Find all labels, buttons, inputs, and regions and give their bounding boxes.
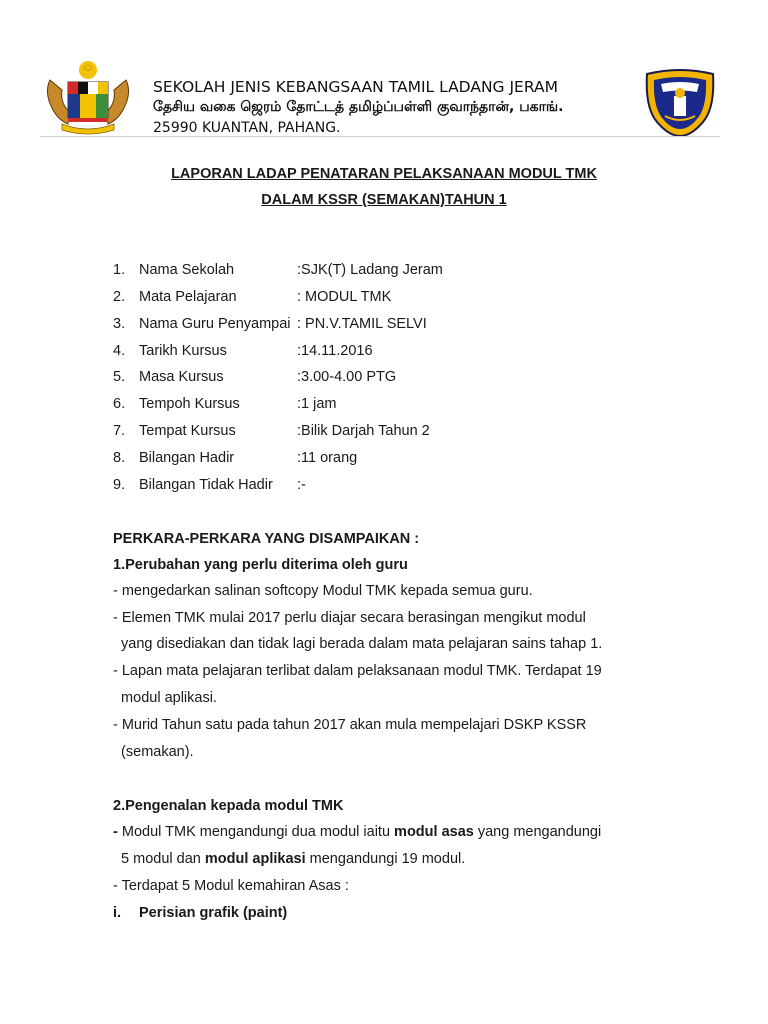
detail-value: : PN.V.TAMIL SELVI bbox=[297, 316, 427, 332]
detail-value: :3.00-4.00 PTG bbox=[297, 369, 397, 385]
detail-label: Tempat Kursus bbox=[139, 423, 236, 439]
section1-line: - Lapan mata pelajaran terlibat dalam pelaksanaan modul TMK. Terdapat 19 bbox=[113, 663, 602, 679]
modul-aplikasi-term: modul aplikasi bbox=[204, 851, 306, 867]
report-title-line1: LAPORAN LADAP PENATARAN PELAKSANAAN MODUL TMK bbox=[171, 166, 597, 182]
detail-number: 2. bbox=[113, 289, 126, 305]
detail-value: :SJK(T) Ladang Jeram bbox=[297, 262, 443, 278]
school-name: SEKOLAH JENIS KEBANGSAAN TAMIL LADANG JERAM bbox=[153, 78, 558, 96]
detail-number: 7. bbox=[113, 423, 126, 439]
section2-paragraph-line1 bbox=[113, 824, 601, 840]
skill-item-number: i. bbox=[113, 905, 122, 921]
malaysia-crest-logo bbox=[40, 58, 136, 136]
modul-asas-term: modul asas bbox=[394, 824, 474, 840]
detail-label: Nama Guru Penyampai bbox=[139, 316, 291, 332]
detail-label: Tempoh Kursus bbox=[139, 396, 240, 412]
skill-item-label: Perisian grafik (paint) bbox=[139, 905, 288, 921]
section2-heading: 2.Pengenalan kepada modul TMK bbox=[113, 798, 344, 814]
detail-number: 4. bbox=[113, 343, 126, 359]
section1-heading: 1.Perubahan yang perlu diterima oleh guru bbox=[113, 557, 408, 573]
section1-line: modul aplikasi. bbox=[113, 690, 217, 706]
detail-label: Bilangan Hadir bbox=[139, 450, 235, 466]
detail-value: :14.11.2016 bbox=[297, 343, 373, 359]
detail-label: Masa Kursus bbox=[139, 369, 224, 385]
detail-value: :1 jam bbox=[297, 396, 337, 412]
school-address: 25990 KUANTAN, PAHANG. bbox=[153, 120, 341, 136]
section2-text: 5 modul dan bbox=[113, 851, 205, 867]
header-divider bbox=[40, 136, 720, 137]
section1-line: - mengedarkan salinan softcopy Modul TMK kepada semua guru. bbox=[113, 583, 533, 599]
section2-dash: - bbox=[113, 824, 118, 840]
report-title-line2: DALAM KSSR (SEMAKAN)TAHUN 1 bbox=[261, 192, 507, 208]
section2-paragraph-line2 bbox=[113, 851, 465, 867]
section2-text: Modul TMK mengandungi dua modul iaitu bbox=[117, 824, 395, 840]
detail-label: Mata Pelajaran bbox=[139, 289, 237, 305]
detail-value: :Bilik Darjah Tahun 2 bbox=[297, 423, 430, 439]
section2-line: - Terdapat 5 Modul kemahiran Asas : bbox=[113, 878, 349, 894]
detail-number: 3. bbox=[113, 316, 126, 332]
detail-label: Nama Sekolah bbox=[139, 262, 235, 278]
detail-number: 8. bbox=[113, 450, 126, 466]
detail-number: 5. bbox=[113, 369, 126, 385]
detail-number: 6. bbox=[113, 396, 126, 412]
section1-line: (semakan). bbox=[113, 744, 194, 760]
section2-text: yang mengandungi bbox=[473, 824, 602, 840]
section1-line: - Murid Tahun satu pada tahun 2017 akan mula mempelajari DSKP KSSR bbox=[113, 717, 587, 733]
school-name-tamil: தேசிய வகை ஜெரம் தோட்டத் தமிழ்ப்பள்ளி குவாந்தான், பகாங். bbox=[153, 99, 564, 115]
section-heading: PERKARA-PERKARA YANG DISAMPAIKAN : bbox=[113, 531, 420, 547]
detail-label: Bilangan Tidak Hadir bbox=[139, 477, 273, 493]
detail-value: :- bbox=[297, 477, 306, 493]
detail-number: 1. bbox=[113, 262, 126, 278]
detail-value: : MODUL TMK bbox=[297, 289, 392, 305]
school-badge-logo bbox=[643, 66, 717, 138]
section1-line: yang disediakan dan tidak lagi berada dalam mata pelajaran sains tahap 1. bbox=[113, 636, 603, 652]
detail-number: 9. bbox=[113, 477, 126, 493]
section2-text: mengandungi 19 modul. bbox=[305, 851, 466, 867]
detail-label: Tarikh Kursus bbox=[139, 343, 227, 359]
detail-value: :11 orang bbox=[297, 450, 358, 466]
section1-line: - Elemen TMK mulai 2017 perlu diajar secara berasingan mengikut modul bbox=[113, 610, 586, 626]
